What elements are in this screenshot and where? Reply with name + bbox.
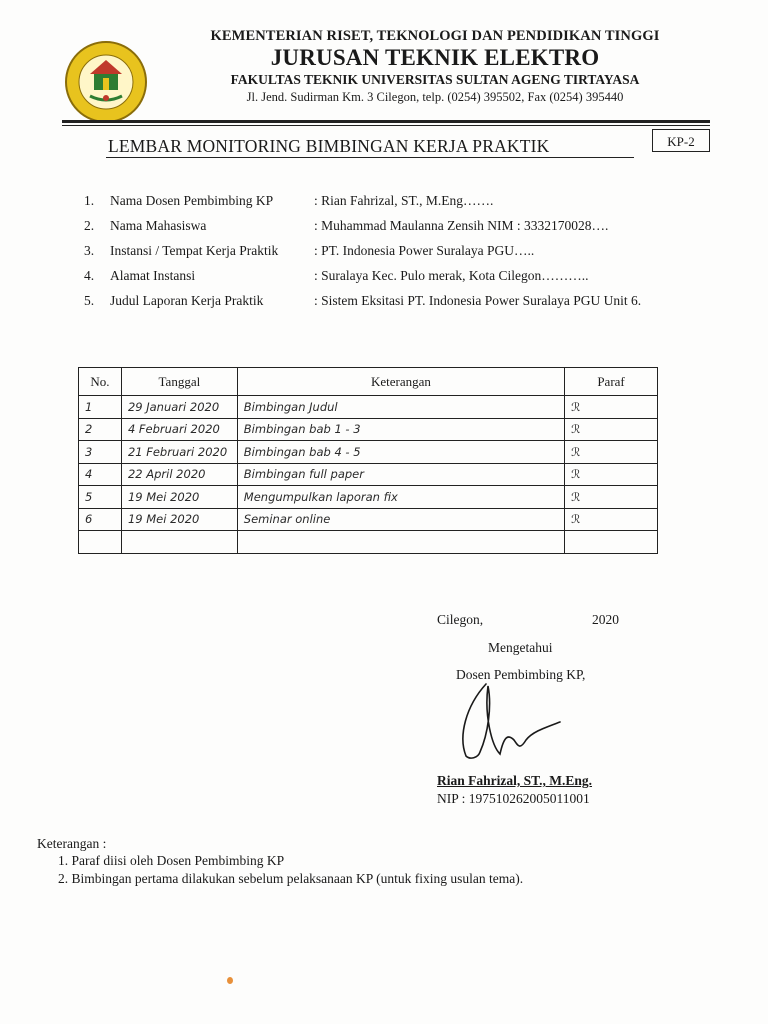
info-number: 4. xyxy=(84,268,95,283)
cell-keterangan: Seminar online xyxy=(237,508,564,531)
cell-no: 3 xyxy=(79,441,122,464)
letterhead-rule-thin xyxy=(62,125,710,126)
table-row xyxy=(79,508,658,531)
department-heading: JURUSAN TEKNIK ELEKTRO xyxy=(270,45,600,70)
table-row xyxy=(79,463,658,486)
note-item: 1. Paraf diisi oleh Dosen Pembimbing KP xyxy=(58,853,285,868)
note-item: 2. Bimbingan pertama dilakukan sebelum pelaksanaan KP (untuk fixing usulan tema). xyxy=(58,871,524,886)
header-no: No. xyxy=(79,368,122,396)
signature-role: Dosen Pembimbing KP, xyxy=(456,667,586,682)
info-label: Nama Dosen Pembimbing KP xyxy=(110,193,274,208)
cell-tanggal: 22 April 2020 xyxy=(121,463,237,486)
cell-tanggal: 21 Februari 2020 xyxy=(121,441,237,464)
info-label: Instansi / Tempat Kerja Praktik xyxy=(110,243,279,258)
info-number: 3. xyxy=(84,243,95,258)
cell-keterangan xyxy=(237,531,564,554)
university-logo xyxy=(64,40,148,124)
signature-acknowledge: Mengetahui xyxy=(488,640,553,655)
cell-paraf: ℛ xyxy=(565,463,658,486)
table-header-row xyxy=(79,368,658,396)
info-label: Alamat Instansi xyxy=(110,268,196,283)
info-value: : Sistem Eksitasi PT. Indonesia Power Suralaya PGU Unit 6. xyxy=(314,293,642,308)
cell-keterangan: Mengumpulkan laporan fix xyxy=(237,486,564,509)
signer-nip: NIP : 197510262005011001 xyxy=(437,791,590,806)
document-title: LEMBAR MONITORING BIMBINGAN KERJA PRAKTIK xyxy=(108,136,550,156)
header-paraf: Paraf xyxy=(565,368,658,396)
handwritten-signature xyxy=(448,676,578,766)
faculty-heading: FAKULTAS TEKNIK UNIVERSITAS SULTAN AGENG TIRTAYASA xyxy=(230,72,640,87)
header-tanggal: Tanggal xyxy=(121,368,237,396)
cell-paraf xyxy=(565,531,658,554)
table-row xyxy=(79,396,658,419)
cell-no: 1 xyxy=(79,396,122,419)
cell-no: 4 xyxy=(79,463,122,486)
cell-no xyxy=(79,531,122,554)
info-number: 5. xyxy=(84,293,95,308)
info-number: 2. xyxy=(84,218,95,233)
cell-tanggal: 19 Mei 2020 xyxy=(121,508,237,531)
cell-paraf: ℛ xyxy=(565,441,658,464)
cell-tanggal: 4 Februari 2020 xyxy=(121,418,237,441)
cell-keterangan: Bimbingan bab 1 - 3 xyxy=(237,418,564,441)
cell-tanggal: 29 Januari 2020 xyxy=(121,396,237,419)
cell-tanggal xyxy=(121,531,237,554)
info-value: : Rian Fahrizal, ST., M.Eng……. xyxy=(314,193,494,208)
table-row-empty xyxy=(79,531,658,554)
info-value: : Suralaya Kec. Pulo merak, Kota Cilegon……….. xyxy=(314,268,589,283)
signer-name: Rian Fahrizal, ST., M.Eng. xyxy=(437,773,593,788)
info-value: : PT. Indonesia Power Suralaya PGU….. xyxy=(314,243,535,258)
address-line: Jl. Jend. Sudirman Km. 3 Cilegon, telp. (0254) 395502, Fax (0254) 395440 xyxy=(246,90,624,104)
table-row xyxy=(79,486,658,509)
letterhead-rule-thick xyxy=(62,120,710,123)
header-keterangan: Keterangan xyxy=(237,368,564,396)
info-label: Judul Laporan Kerja Praktik xyxy=(110,293,264,308)
table-row xyxy=(79,441,658,464)
cell-paraf: ℛ xyxy=(565,396,658,419)
title-underline xyxy=(106,157,634,158)
cell-paraf: ℛ xyxy=(565,486,658,509)
cell-paraf: ℛ xyxy=(565,508,658,531)
form-code-box: KP-2 xyxy=(652,129,710,152)
cell-keterangan: Bimbingan Judul xyxy=(237,396,564,419)
ministry-heading: KEMENTERIAN RISET, TEKNOLOGI DAN PENDIDIKAN TINGGI xyxy=(210,28,660,44)
table-row xyxy=(79,418,658,441)
cell-tanggal: 19 Mei 2020 xyxy=(121,486,237,509)
monitoring-table xyxy=(78,367,658,554)
cell-paraf: ℛ xyxy=(565,418,658,441)
cell-no: 6 xyxy=(79,508,122,531)
ink-spot xyxy=(227,977,233,984)
info-label: Nama Mahasiswa xyxy=(110,218,207,233)
signature-place: Cilegon, xyxy=(437,612,484,627)
cell-no: 2 xyxy=(79,418,122,441)
cell-keterangan: Bimbingan bab 4 - 5 xyxy=(237,441,564,464)
cell-keterangan: Bimbingan full paper xyxy=(237,463,564,486)
cell-no: 5 xyxy=(79,486,122,509)
info-value: : Muhammad Maulanna Zensih NIM : 3332170028…. xyxy=(314,218,609,233)
signature-year: 2020 xyxy=(592,612,619,627)
info-number: 1. xyxy=(84,193,95,208)
notes-heading: Keterangan : xyxy=(37,836,107,851)
